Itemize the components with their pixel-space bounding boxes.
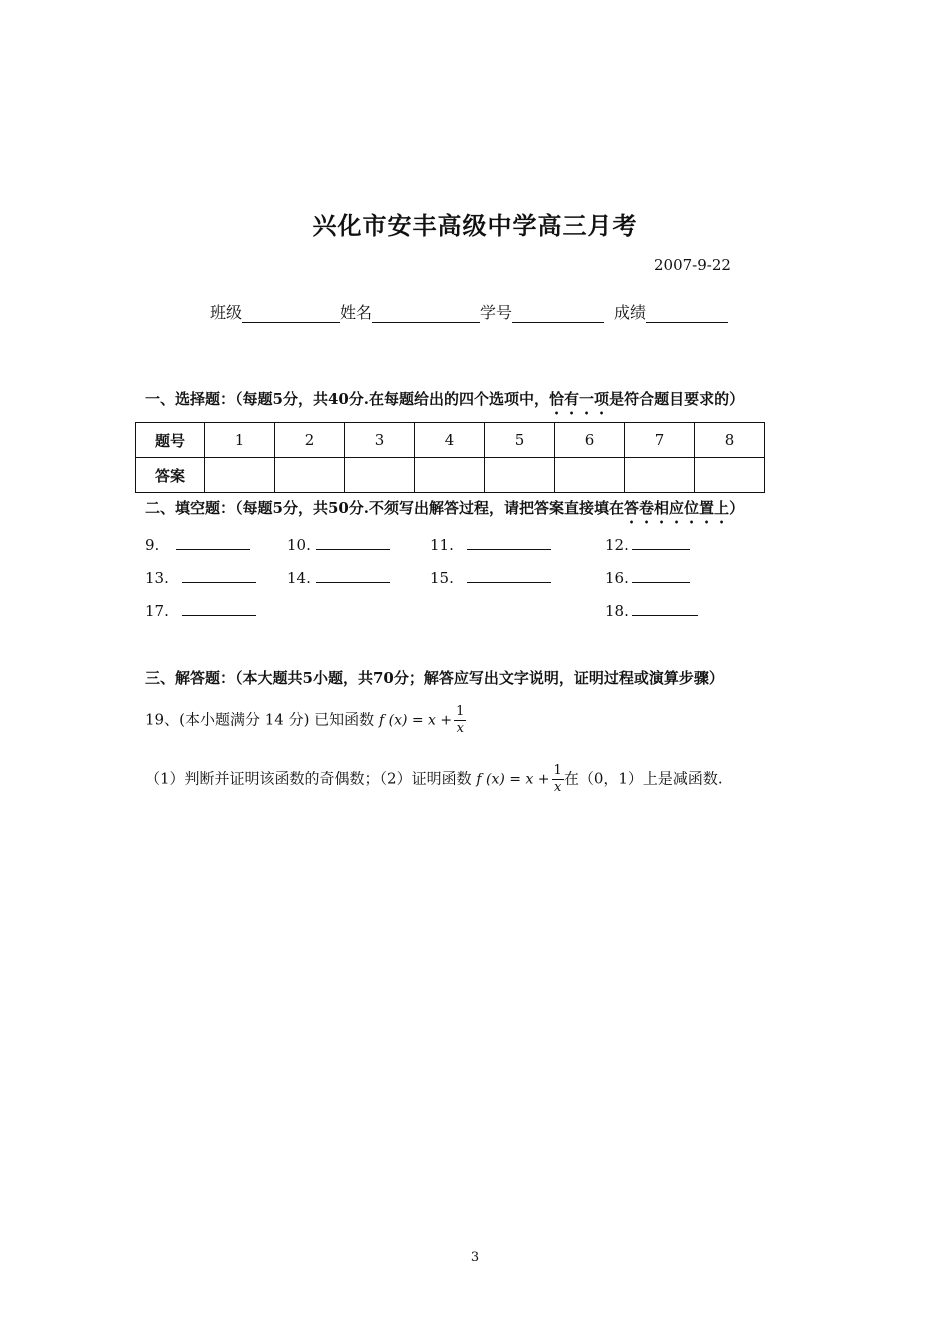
fill-number: 11. — [430, 536, 454, 554]
fill-item-15 — [430, 568, 551, 587]
answer-cell[interactable] — [485, 458, 555, 493]
exam-date: 2007-9-22 — [654, 256, 731, 274]
question-19-parts — [145, 763, 723, 796]
fill-item-18 — [605, 601, 698, 620]
function-expression: f (x) = x + — [378, 712, 453, 729]
question-number-cell: 8 — [695, 423, 765, 458]
fraction-denominator: x — [456, 721, 464, 736]
answer-header: 答案 — [136, 458, 205, 493]
fill-blank[interactable] — [467, 535, 551, 550]
fraction-numerator: 1 — [456, 704, 465, 719]
section1-emphasis: 恰有一项 — [549, 390, 610, 408]
section3-heading-detail: （本大题共5小题，共70分；解答应写出文字说明，证明过程或演算步骤） — [235, 669, 724, 687]
name-blank[interactable] — [372, 304, 480, 323]
question-number-cell: 1 — [205, 423, 275, 458]
score-blank[interactable] — [646, 304, 728, 323]
fill-number: 13. — [145, 569, 169, 587]
fill-number: 15. — [430, 569, 454, 587]
answer-cell[interactable] — [345, 458, 415, 493]
fill-number: 17. — [145, 602, 169, 620]
class-label: 班级 — [210, 303, 243, 322]
answer-cell[interactable] — [275, 458, 345, 493]
student-id-blank[interactable] — [512, 304, 604, 323]
page-number: 3 — [470, 1250, 480, 1265]
fill-item-12 — [605, 535, 690, 554]
fill-blank[interactable] — [316, 568, 390, 583]
fill-item-10 — [287, 535, 390, 554]
score-label: 成绩 — [614, 303, 647, 322]
section2-emphasis: 答卷相应位置上 — [624, 499, 730, 517]
question-number-cell: 2 — [275, 423, 345, 458]
question-19-intro: 19、(本小题满分 14 分) 已知函数 — [145, 710, 375, 729]
function-expression: f (x) = x + — [476, 771, 550, 788]
fill-item-14 — [287, 568, 390, 587]
fill-number: 10. — [287, 536, 311, 554]
fill-blank[interactable] — [632, 601, 698, 616]
answer-cell[interactable] — [415, 458, 485, 493]
fill-number: 9. — [145, 536, 160, 554]
question-number-cell: 7 — [625, 423, 695, 458]
fill-item-13 — [145, 568, 256, 587]
section1-heading-text: 一、选择题：（每题5分，共40分.在每题给出的四个选项中， — [145, 390, 550, 408]
student-info-line — [210, 300, 728, 323]
section3-heading-text: 三、解答题： — [145, 669, 236, 687]
question-number-cell: 4 — [415, 423, 485, 458]
fill-blank[interactable] — [176, 535, 250, 550]
fraction — [552, 763, 564, 796]
fill-item-11 — [430, 535, 551, 554]
question-number-cell: 5 — [485, 423, 555, 458]
student-id-label: 学号 — [480, 303, 513, 322]
answer-cell[interactable] — [695, 458, 765, 493]
fraction-numerator: 1 — [553, 763, 562, 778]
section2-heading — [145, 497, 744, 527]
fraction — [454, 704, 466, 737]
question-number-row — [136, 423, 765, 458]
question-19-part2: 在（0，1）上是减函数. — [563, 769, 723, 788]
fill-blank[interactable] — [467, 568, 551, 583]
fill-blank[interactable] — [182, 568, 256, 583]
fill-number: 18. — [605, 602, 629, 620]
answer-cell[interactable] — [555, 458, 625, 493]
fill-blank[interactable] — [316, 535, 390, 550]
fill-number: 14. — [287, 569, 311, 587]
fill-item-9 — [145, 535, 250, 554]
section1-heading-end: 是符合题目要求的） — [609, 390, 745, 408]
section3-heading — [145, 667, 724, 688]
question-19 — [145, 704, 466, 737]
fraction-denominator: x — [554, 780, 562, 795]
fill-blank[interactable] — [632, 568, 690, 583]
section2-heading-end: ） — [729, 499, 745, 517]
fill-blank[interactable] — [632, 535, 690, 550]
fill-number: 16. — [605, 569, 629, 587]
question-number-header: 题号 — [136, 423, 205, 458]
fill-blank[interactable] — [182, 601, 256, 616]
fill-item-16 — [605, 568, 690, 587]
section1-heading — [145, 388, 744, 418]
class-blank[interactable] — [242, 304, 340, 323]
answer-cell[interactable] — [205, 458, 275, 493]
question-number-cell: 6 — [555, 423, 625, 458]
question-19-part1: （1）判断并证明该函数的奇偶数；（2）证明函数 — [145, 769, 472, 788]
section2-heading-text: 二、填空题：（每题5分，共50分.不须写出解答过程，请把答案直接填在 — [145, 499, 625, 517]
answer-row — [136, 458, 765, 493]
answer-table — [135, 422, 765, 493]
question-number-cell: 3 — [345, 423, 415, 458]
fill-number: 12. — [605, 536, 629, 554]
fill-item-17 — [145, 601, 256, 620]
document-title: 兴化市安丰高级中学高三月考 — [312, 211, 638, 240]
name-label: 姓名 — [340, 303, 373, 322]
answer-cell[interactable] — [625, 458, 695, 493]
